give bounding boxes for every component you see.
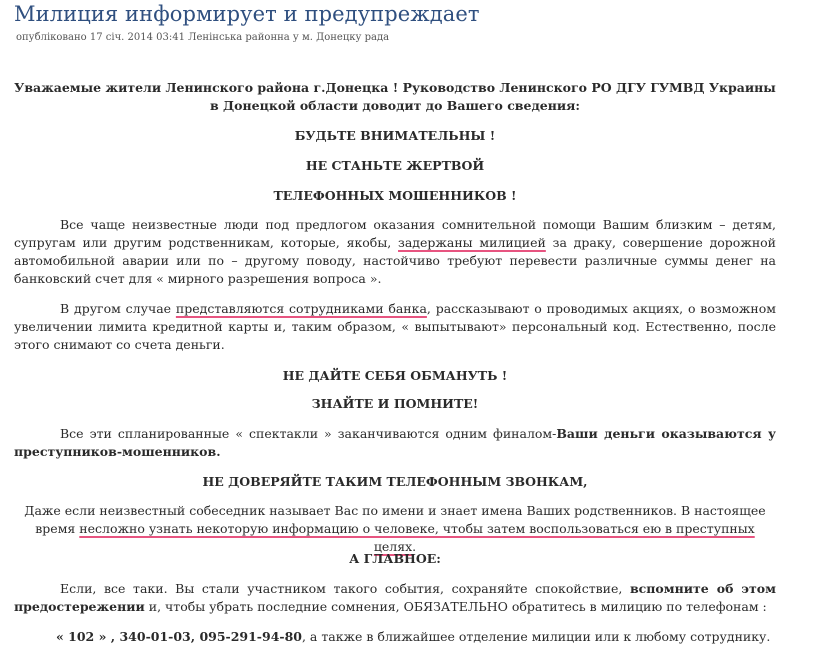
paragraph-text: Если, все таки. Вы стали участником такого события, сохраняйте спокойствие, bbox=[60, 581, 630, 596]
paragraph-text: за драку, совершение дорожной автомобильной аварии или по – другому поводу, настойчиво требуют перевести различные суммы денег на банковский счет для « мирного разрешения вопроса ». bbox=[14, 235, 777, 286]
heading-know-remember: ЗНАЙТЕ И ПОМНИТЕ! bbox=[311, 396, 479, 411]
highlighted-phrase: представляются сотрудниками банка bbox=[175, 301, 427, 316]
paragraph-text: Все эти спланированные « спектакли » заканчиваются одним финалом- bbox=[60, 426, 557, 441]
phone-numbers: « 102 » , 340-01-03, 095-291-94-80 bbox=[56, 629, 302, 644]
heading-dont-be-fooled: НЕ ДАЙТЕ СЕБЯ ОБМАНУТЬ ! bbox=[282, 368, 508, 383]
highlighted-phrase: задержаны милицией bbox=[398, 235, 546, 250]
paragraph-text: Даже если неизвестный собеседник называет Вас по имени и знает имена Ваших родственников. В настоящее время bbox=[24, 503, 766, 536]
heading-dont-trust-calls: НЕ ДОВЕРЯЙТЕ ТАКИМ ТЕЛЕФОННЫМ ЗВОНКАМ, bbox=[202, 474, 588, 489]
publish-meta: опубліковано 17 січ. 2014 03:41 Ленінська районна у м. Донецку рада bbox=[16, 32, 390, 43]
paragraph-text: . bbox=[412, 539, 417, 554]
heading-phone-fraudsters: ТЕЛЕФОННЫХ МОШЕННИКОВ ! bbox=[273, 188, 517, 203]
paragraph-final-outcome bbox=[14, 425, 776, 461]
paragraph-text: и, чтобы убрать последние сомнения, ОБЯЗАТЕЛЬНО обратитесь в милицию по телефонам : bbox=[144, 599, 767, 614]
paragraph-bank-scam bbox=[14, 300, 776, 354]
paragraph-text: Все чаще неизвестные люди под предлогом оказания сомнительной помощи Вашим близким – детям, супругам или другим родственникам, которые, якобы, bbox=[14, 217, 776, 250]
paragraph-text: , рассказывают о проводимых акциях, о возможном увеличении лимита кредитной карты и, таким образом, « выпытывают» персональный код. Естественно, после этого снимают со счета деньги. bbox=[14, 301, 777, 352]
heading-dont-be-victim: НЕ СТАНЬТЕ ЖЕРТВОЙ bbox=[305, 158, 485, 173]
highlighted-phrase: несложно узнать некоторую информацию о человеке, чтобы затем воспользоваться ею в преступных целях bbox=[79, 521, 755, 554]
bold-phrase: Ваши деньги оказываются у преступников-мошенников. bbox=[14, 426, 776, 459]
intro-paragraph: Уважаемые жители Ленинского района г.Донецка ! Руководство Ленинского РО ДГУ ГУМВД Украины в Донецкой области доводит до Вашего сведения: bbox=[14, 80, 776, 113]
paragraph-text: В другом случае bbox=[60, 301, 176, 316]
heading-main-thing: А ГЛАВНОЕ: bbox=[349, 551, 441, 566]
page-title: Милиция информирует и предупреждает bbox=[14, 2, 480, 26]
heading-be-careful: БУДЬТЕ ВНИМАТЕЛЬНЫ ! bbox=[294, 128, 496, 143]
paragraph-phones bbox=[14, 628, 776, 646]
paragraph-arrest-scam bbox=[14, 216, 776, 288]
paragraph-names-known bbox=[14, 502, 776, 556]
paragraph-text: , а также в ближайшее отделение милиции или к любому сотруднику. bbox=[301, 629, 771, 644]
bold-phrase: вспомните об этом предостережении bbox=[14, 581, 776, 614]
paragraph-stay-calm bbox=[14, 580, 776, 616]
